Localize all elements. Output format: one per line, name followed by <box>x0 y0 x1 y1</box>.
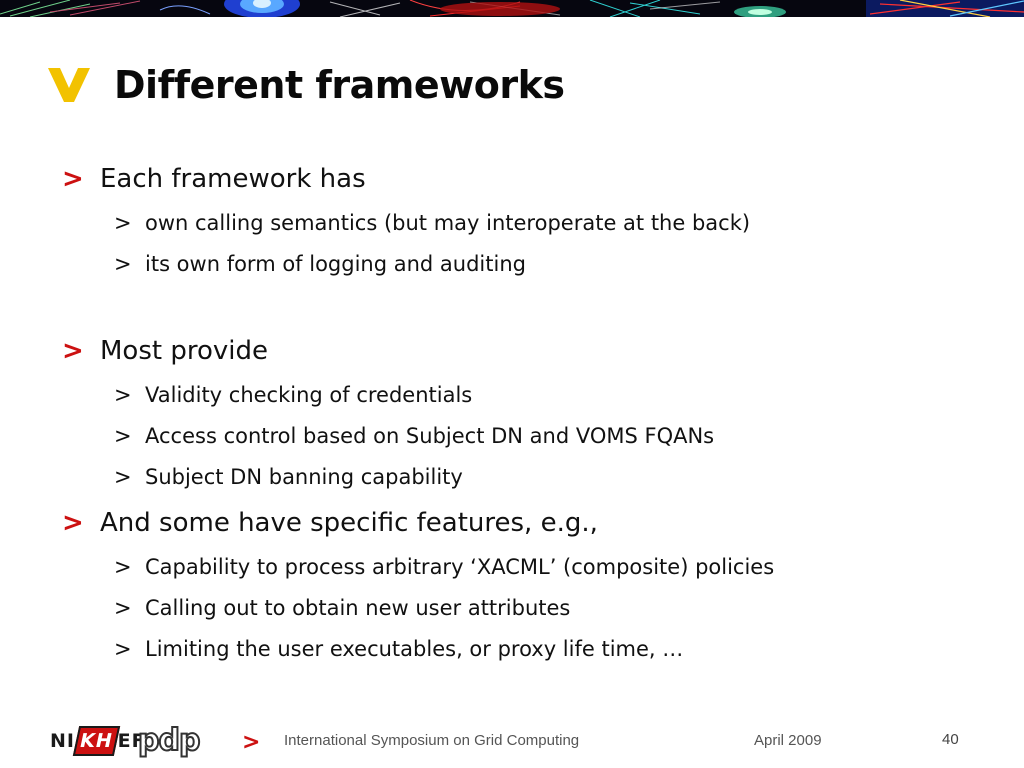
bullet-marker: > <box>62 508 84 538</box>
slide-title: Different frameworks <box>114 63 565 107</box>
nikhef-logo <box>50 726 146 756</box>
bullet-each-framework <box>62 162 366 196</box>
sub-bullet-text: Access control based on Subject DN and VOMS FQANs <box>145 424 715 448</box>
sub-bullet-xacml <box>114 553 774 581</box>
page-number: 40 <box>942 731 959 748</box>
nikhef-logo-box: KH <box>73 726 120 756</box>
bullet-text: Each framework has <box>100 164 366 194</box>
sub-bullet-validity <box>114 381 472 409</box>
sub-bullet-marker: > <box>114 424 132 448</box>
bullet-most-provide <box>62 334 268 368</box>
sub-bullet-calling-out <box>114 594 570 622</box>
sub-bullet-text: Calling out to obtain new user attributes <box>145 596 571 620</box>
sub-bullet-access-control <box>114 422 714 450</box>
sub-bullet-marker: > <box>114 596 132 620</box>
slide-footer <box>0 718 1024 768</box>
sub-bullet-marker: > <box>114 211 132 235</box>
sub-bullet-banning <box>114 463 463 491</box>
sub-bullet-limiting <box>114 635 683 663</box>
sub-bullet-marker: > <box>114 555 132 579</box>
sub-bullet-logging <box>114 250 526 278</box>
sub-bullet-text: Validity checking of credentials <box>145 383 473 407</box>
nikhef-logo-suffix: EF <box>117 730 146 752</box>
footer-date: April 2009 <box>754 732 822 749</box>
nikhef-logo-prefix: NI <box>50 730 75 752</box>
bullet-text: Most provide <box>100 336 268 366</box>
footer-marker: > <box>242 730 261 755</box>
sub-bullet-text: Limiting the user executables, or proxy life time, … <box>145 637 684 661</box>
sub-bullet-marker: > <box>114 465 132 489</box>
sub-bullet-text: Subject DN banning capability <box>145 465 463 489</box>
sub-bullet-text: Capability to process arbitrary ‘XACML’ (composite) policies <box>145 555 775 579</box>
footer-event-name: International Symposium on Grid Computing <box>284 732 580 749</box>
bullet-specific-features <box>62 506 598 540</box>
sub-bullet-text: its own form of logging and auditing <box>145 252 526 276</box>
sub-bullet-marker: > <box>114 383 132 407</box>
pdp-logo: pdp <box>138 723 200 758</box>
bullet-text: And some have specific features, e.g., <box>100 508 598 538</box>
sub-bullet-text: own calling semantics (but may interoperate at the back) <box>145 211 751 235</box>
sub-bullet-marker: > <box>114 252 132 276</box>
sub-bullet-marker: > <box>114 637 132 661</box>
bullet-marker: > <box>62 336 84 366</box>
bullet-marker: > <box>62 164 84 194</box>
sub-bullet-calling-semantics <box>114 209 750 237</box>
